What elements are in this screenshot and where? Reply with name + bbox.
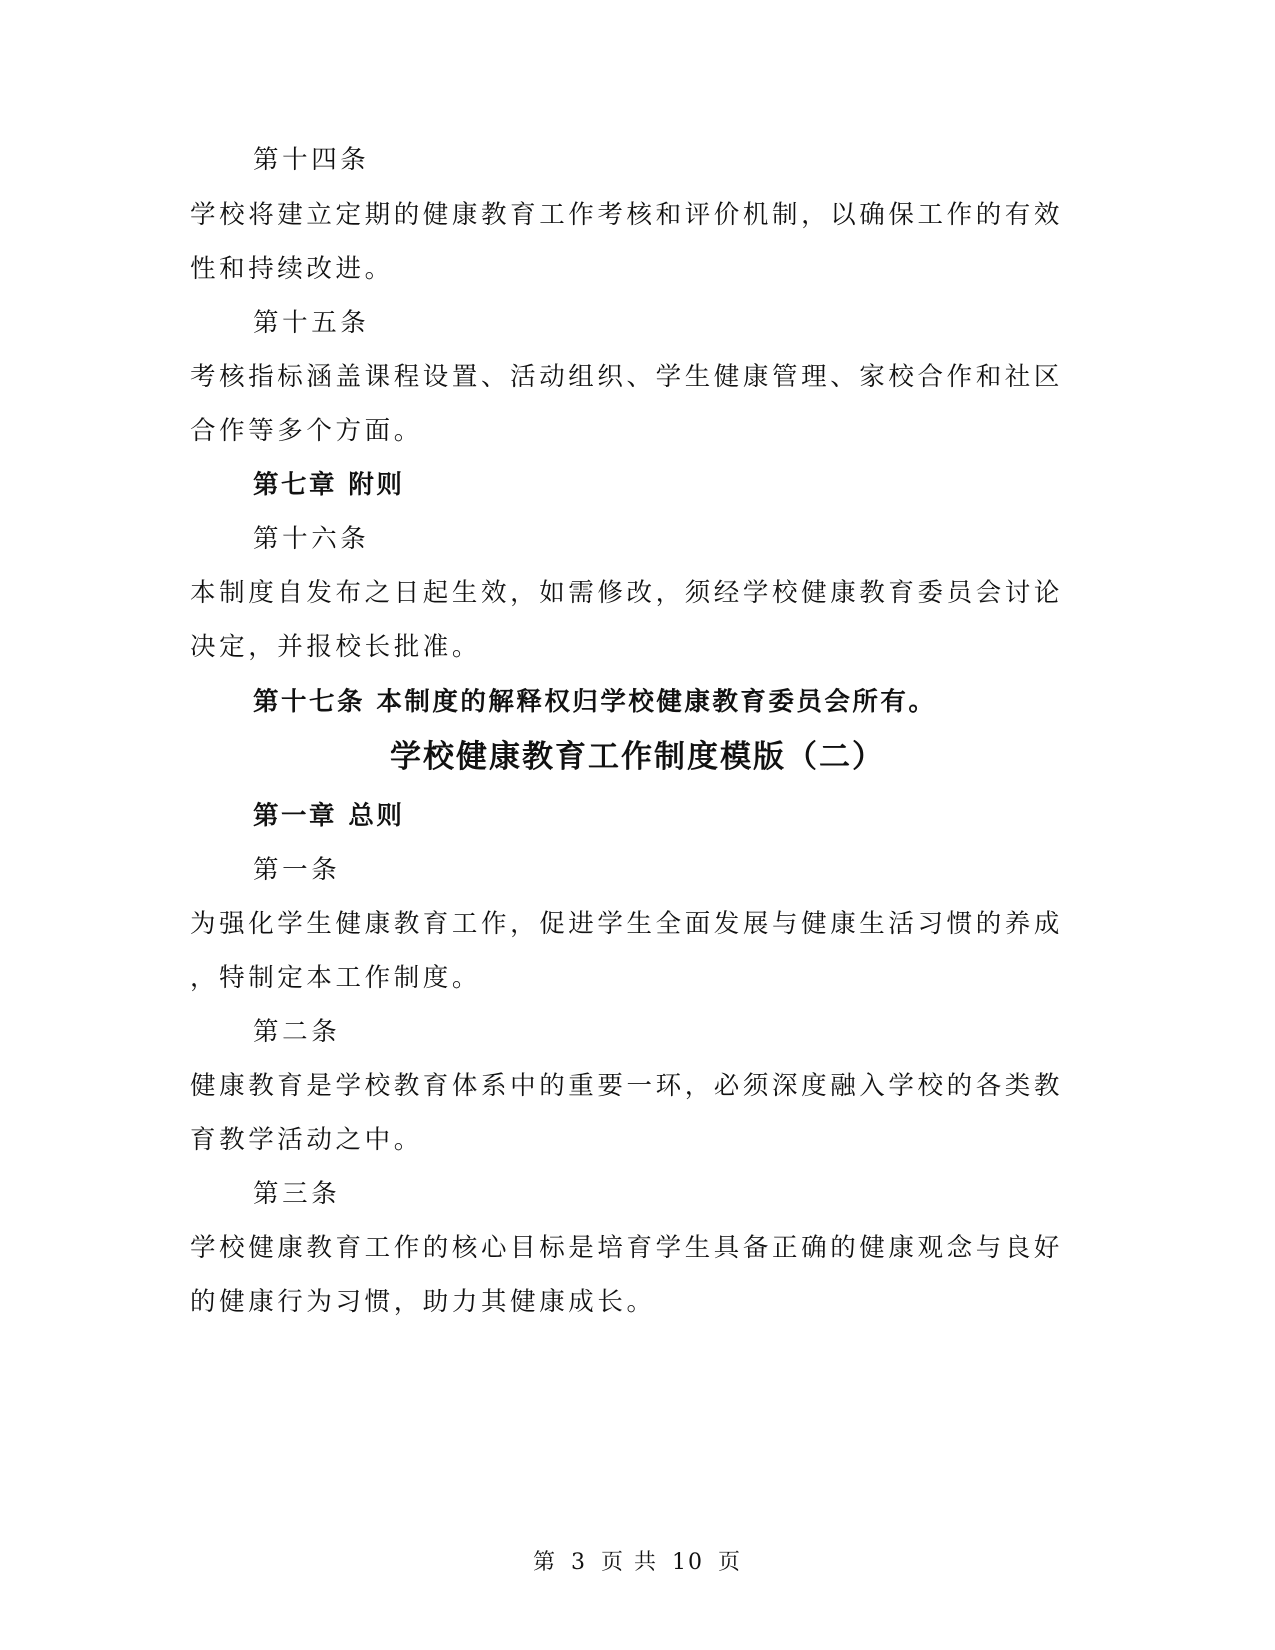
article-2-heading: 第二条 <box>253 1017 341 1047</box>
page-footer <box>0 1548 1275 1578</box>
paragraph-line: 健康教育是学校教育体系中的重要一环，必须深度融入学校的各类教 <box>190 1071 1064 1101</box>
article-17-statement: 第十七条 本制度的解释权归学校健康教育委员会所有。 <box>253 687 937 717</box>
article-3-heading: 第三条 <box>253 1179 341 1209</box>
document-title: 学校健康教育工作制度模版（二） <box>390 739 885 775</box>
current-page-number: 3 <box>571 1550 587 1575</box>
paragraph-line: 性和持续改进。 <box>190 254 394 284</box>
article-14-heading: 第十四条 <box>253 145 370 175</box>
paragraph-line: 为强化学生健康教育工作，促进学生全面发展与健康生活习惯的养成 <box>190 909 1064 939</box>
paragraph-line: 考核指标涵盖课程设置、活动组织、学生健康管理、家校合作和社区 <box>190 362 1064 392</box>
article-15-heading: 第十五条 <box>253 308 370 338</box>
page-label-suffix: 页 <box>718 1550 743 1575</box>
article-1-heading: 第一条 <box>253 855 341 885</box>
paragraph-line: 学校健康教育工作的核心目标是培育学生具备正确的健康观念与良好 <box>190 1233 1064 1263</box>
paragraph-line: 育教学活动之中。 <box>190 1125 423 1155</box>
paragraph-line: 本制度自发布之日起生效，如需修改，须经学校健康教育委员会讨论 <box>190 578 1064 608</box>
paragraph-line: 合作等多个方面。 <box>190 416 423 446</box>
chapter-1-heading: 第一章 总则 <box>253 801 405 831</box>
page-label-mid: 页 共 <box>601 1550 658 1575</box>
total-pages-number: 10 <box>672 1550 704 1575</box>
paragraph-line: ，特制定本工作制度。 <box>190 963 482 993</box>
article-16-heading: 第十六条 <box>253 524 370 554</box>
page-label-prefix: 第 <box>532 1550 557 1575</box>
paragraph-line: 的健康行为习惯，助力其健康成长。 <box>190 1287 656 1317</box>
paragraph-line: 决定，并报校长批准。 <box>190 632 482 662</box>
chapter-7-heading: 第七章 附则 <box>253 470 405 500</box>
paragraph-line: 学校将建立定期的健康教育工作考核和评价机制，以确保工作的有效 <box>190 200 1064 230</box>
